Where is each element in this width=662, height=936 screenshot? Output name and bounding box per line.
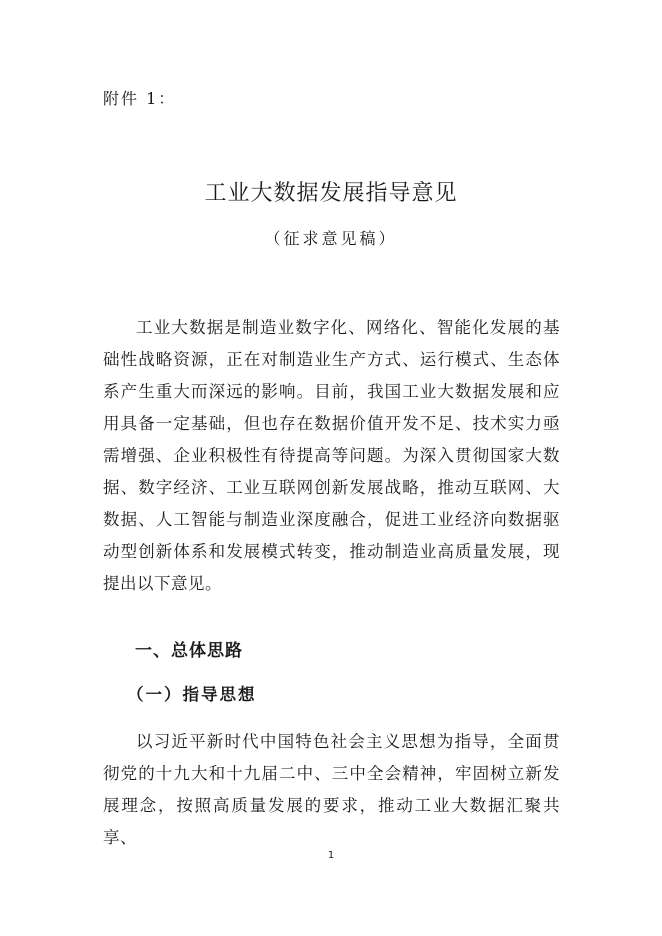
guide-paragraph: 以习近平新时代中国特色社会主义思想为指导，全面贯彻党的十九大和十九届二中、三中全会精神，牢固树立新发展理念，按照高质量发展的要求，推动工业大数据汇聚共享、: [103, 732, 560, 847]
section-heading: 一、总体思路: [135, 641, 243, 661]
subsection-heading: （一）指导思想: [127, 685, 257, 704]
document-title: 工业大数据发展指导意见: [204, 181, 458, 206]
attachment-label: 附件 1：: [103, 89, 177, 108]
intro-paragraph: 工业大数据是制造业数字化、网络化、智能化发展的基础性战略资源，正在对制造业生产方式、运行模式、生态体系产生重大而深远的影响。目前，我国工业大数据发展和应用具备一定基础，但也存在数据价值开发不足、技术实力亟需增强、企业积极性有待提高等问题。为深入贯彻国家大数据、数字经济、工业互联网创新发展战略，推动互联网、大数据、人工智能与制造业深度融合，促进工业经济向数据驱动型创新体系和发展模式转变，推动制造业高质量发展，现提出以下意见。: [103, 318, 560, 593]
page-number: 1: [327, 850, 335, 861]
document-subtitle: （征求意见稿）: [264, 229, 398, 248]
